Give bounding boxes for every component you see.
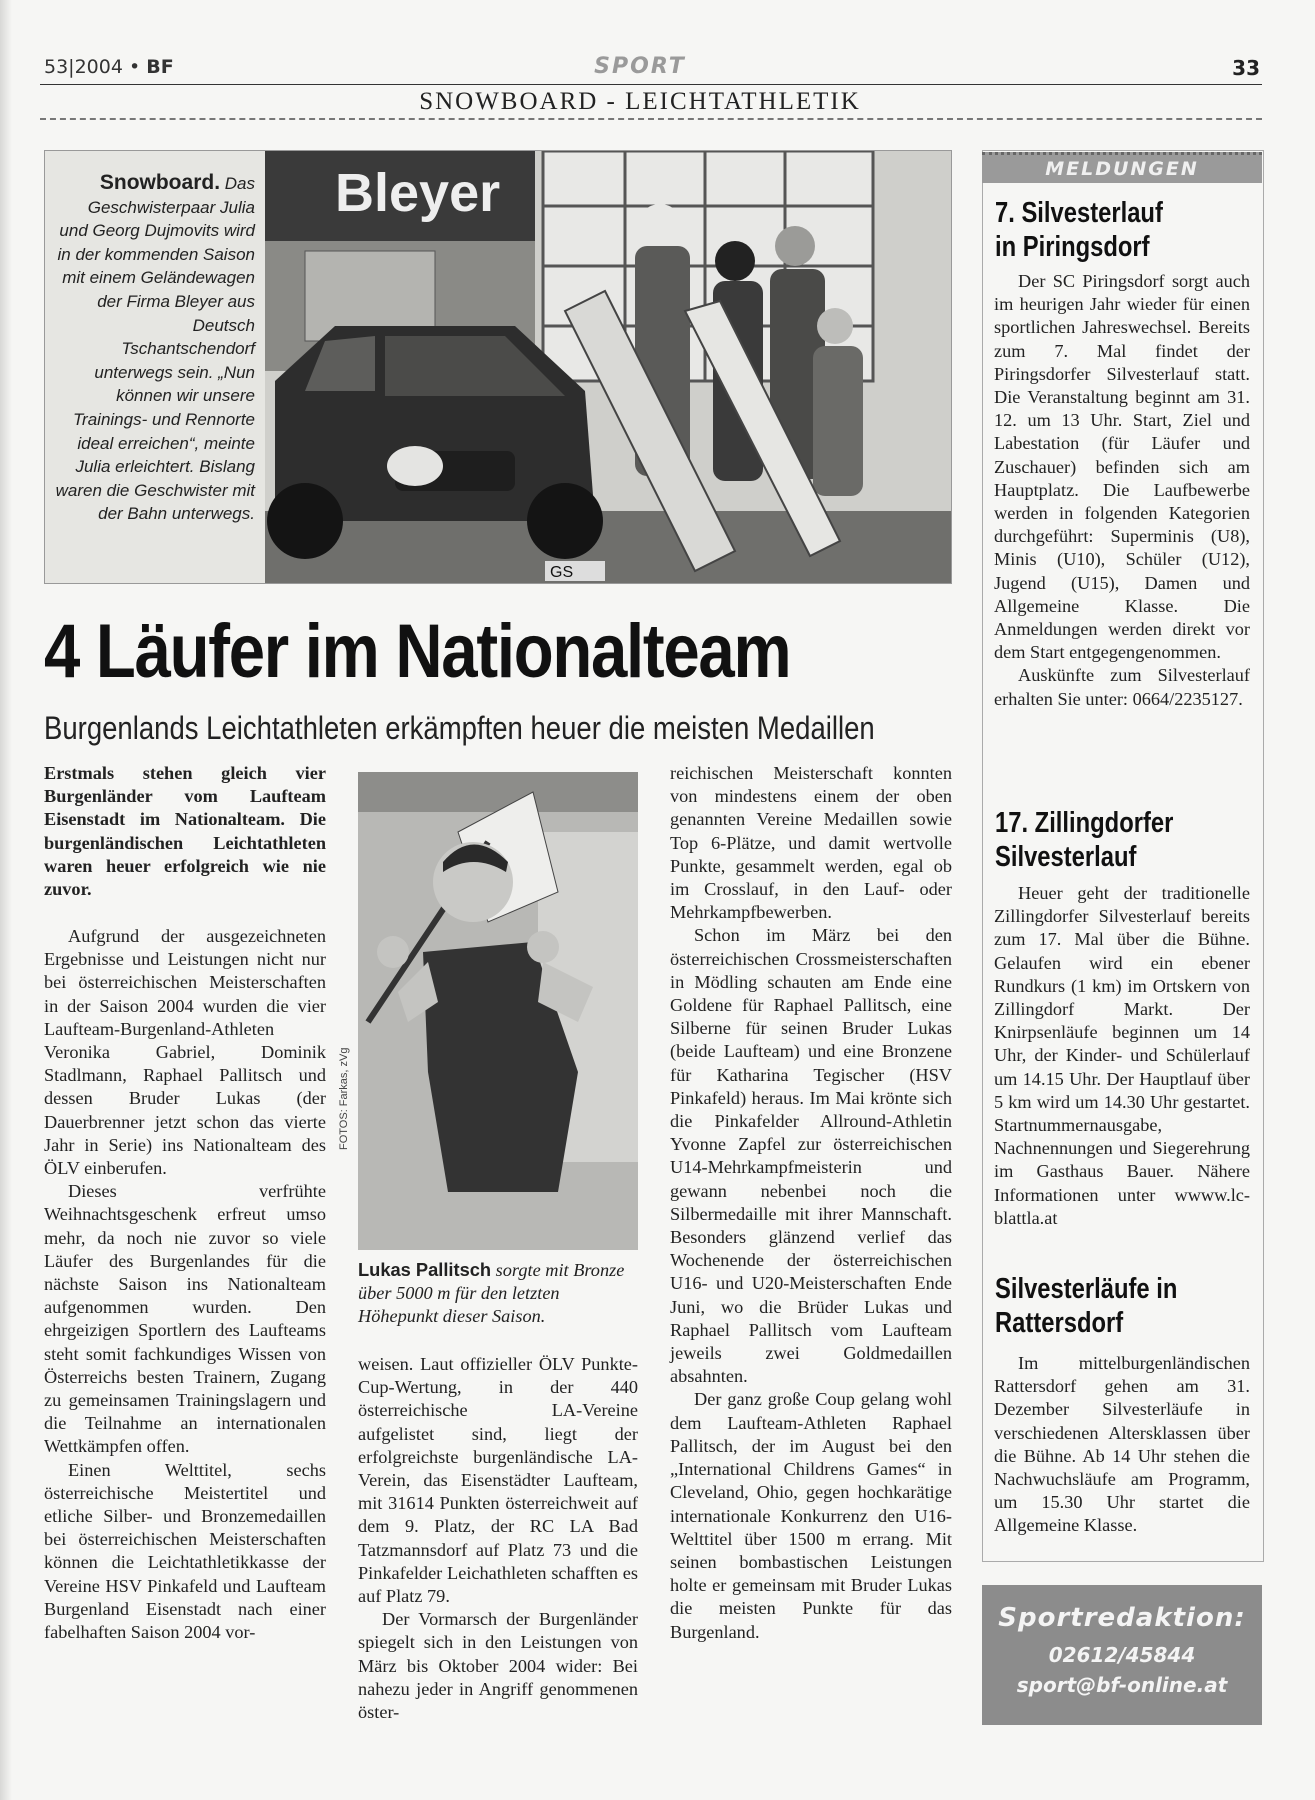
paragraph: Aufgrund der ausgezeichneten Ergebnisse und Leistungen nicht nur bei österreichischen Meisterschaften in der Saison 2004 wurden die vier Laufteam-Burgenland-Athleten Veronika Gabriel, Dominik Stadlmann, Raphael Pallitsch und dessen Bruder Lukas (der Dauerbrenner jetzt schon das vierte Jahr in Serie) ins Nationalteam des ÖLV einberufen.	[44, 926, 326, 1179]
dashed-divider	[40, 118, 1262, 120]
paragraph: Im mittelburgenländischen Rattersdorf gehen am 31. Dezember Silvesterläufe in verschiedenen Altersklassen über die Bühne. Ab 14 Uhr stehen die Nachwuchsläufe am Programm, um 15.30 Uhr startet die Allgemeine Klasse.	[994, 1353, 1250, 1536]
caption-body: Das Geschwisterpaar Julia und Georg Dujmovits wird in der kommenden Saison mit einem Geländewagen der Firma Bleyer aus Deutsch Tschantschendorf unterwegs sein. „Nun können wir unsere Trainings- und Rennorte ideal erreichen“, meinte Julia erleichtert. Bislang waren die Geschwister mit der Bahn unterwegs.	[55, 174, 255, 524]
paragraph: Auskünfte zum Silvesterlauf erhalten Sie unter: 0664/2235127.	[994, 665, 1250, 709]
issue-info	[44, 56, 174, 78]
paragraph: Einen Welttitel, sechs österreichische Meistertitel und etliche Silber- und Bronzemedaillen bei österreichischen Meisterschaften können die Leichtathletikkasse der Vereine HSV Pinkafeld und Laufteam Burgenland Eisenstadt nach einer fabelhaften Saison 2004 vor-	[44, 1459, 326, 1643]
article-column-2	[358, 1353, 638, 1724]
header-rule	[40, 84, 1262, 85]
sidebar-item-title	[995, 196, 1208, 264]
contact-phone[interactable]: 02612/45844	[1048, 1643, 1196, 1667]
athlete-photo	[358, 772, 638, 1250]
caption-name: Lukas Pallitsch	[358, 1259, 492, 1280]
title-line: 7. Silvesterlauf	[995, 197, 1163, 229]
photo-credit: FOTOS: Farkas, zVg	[338, 1047, 350, 1150]
paragraph: Schon im März bei den österreichischen Crossmeisterschaften in Mödling schauten am Ende eine Goldene für Raphael Pallitsch, eine Silberne für seinen Bruder Lukas (beide Laufteam) und eine Bronzene für Katharina Tegischer (HSV Pinkafeld) heraus. Im Mai krönte sich die Pinkafelder Allround-Athletin Yvonne Zapfel zur österreichischen U14-Mehrkampfmeisterin und gewann nebenbei noch die Silbermedaille mit ihrer Mannschaft. Besonders glänzend verlief das Wochenende der österreichischen U16- und U20-Meisterschaften Ende Juni, wo die Brüder Lukas und Raphael Pallitsch vom Laufteam jeweils zwei Goldmedaillen absahnten.	[670, 925, 952, 1387]
section-subtitle: SNOWBOARD - LEICHTATHLETIK	[419, 88, 861, 115]
bullet-separator: •	[128, 56, 141, 78]
paragraph: Dieses verfrühte Weihnachtsgeschenk erfreut umso mehr, da noch nie zuvor so viele Läufer des Burgenlandes für die nächste Saison ins Nationalteam aufgenommen wurden. Den ehrgeizigen Sportlern des Laufteams steht somit fachkundiges Wissen von Österreichs besten Trainern, Zugang zu gemeinsamen Trainingslagern und die Teilnahme an internationalen Wettkämpfen offen.	[44, 1181, 326, 1457]
sign-text: Bleyer	[335, 163, 501, 223]
sidebar-item-text	[994, 882, 1250, 1230]
paragraph: weisen. Laut offizieller ÖLV Punkte-Cup-Wertung, in der 440 österreichische LA-Vereine aufgelistet sind, liegt der erfolgreichste burgenländische LA-Verein, das Eisenstädter Laufteam, mit 31614 Punkten österreichweit auf dem 9. Platz, der RC LA Bad Tatzmannsdorf auf Platz 73 und die Pinkafelder Leichathleten schafften es auf Platz 79.	[358, 1354, 638, 1607]
sports-editorial-contact	[982, 1585, 1262, 1725]
title-line: Rattersdorf	[995, 1307, 1124, 1339]
photo-caption-box	[45, 151, 265, 583]
paper-name: BF	[146, 56, 174, 78]
article-column-1	[44, 925, 326, 1644]
article-intro: Erstmals stehen gleich vier Burgenländer vom Laufteam Eisenstadt im Nationalteam. Die burgenländischen Leichtathleten waren heuer erfolgreich wie nie zuvor.	[44, 763, 326, 900]
paragraph: Der SC Piringsdorf sorgt auch im heurigen Jahr wieder für einen sportlichen Jahreswechsel. Bereits zum 7. Mal findet der Piringsdorfer Silvesterlauf statt. Die Veranstaltung beginnt am 31. 12. um 13 Uhr. Start, Ziel und Labestation (für Läufer und Zuschauer) befinden sich am Hauptplatz. Die Laufbewerbe werden in folgenden Kategorien durchgeführt: Superminis (U8), Minis (U10), Schüler (U12), Jugend (U15), Damen und Allgemeine Klasse. Die Anmeldungen werden direkt vor dem Start entgegengenommen.	[994, 271, 1250, 663]
paragraph: Der Vormarsch der Burgenländer spiegelt sich in den Leistungen von März bis Oktober 2004 wider: Bei nahezu jeder in Angriff genommenen öster-	[358, 1609, 638, 1723]
sidebar-header: MELDUNGEN	[982, 152, 1262, 183]
article-column-3	[670, 762, 952, 1644]
sidebar-item-text	[994, 270, 1250, 711]
article-subheadline: Burgenlands Leichtathleten erkämpften heuer die meisten Medaillen	[44, 710, 875, 746]
page-edge-shadow	[0, 0, 12, 1800]
title-line: Silvesterlauf	[995, 841, 1137, 873]
paragraph: reichischen Meisterschaft konnten von mindestens einem der oben genannten Vereine Medaillen sowie Top 6-Plätze, und damit wertvolle Punkte, gesammelt werden, egal ob im Crosslauf, in den Lauf- oder Mehrkampfbewerben.	[670, 763, 952, 923]
paragraph: Der ganz große Coup gelang wohl dem Laufteam-Athleten Raphael Pallitsch, der im August bei den „International Childrens Games“ in Cleveland, Ohio, gegen hochkarätige internationale Konkurrenz den U16-Welttitel über 1500 m errang. Mit seinen bombastischen Leistungen holte er gemeinsam mit Bruder Lukas die meisten Punkte für das Burgenland.	[670, 1389, 952, 1642]
section-title: SPORT	[594, 54, 686, 79]
sidebar-item-title	[995, 806, 1208, 874]
caption-lead: Snowboard.	[99, 171, 221, 194]
sidebar-item-title	[995, 1272, 1208, 1340]
title-line: 17. Zillingdorfer	[995, 807, 1174, 839]
title-line: Silvesterläufe in	[995, 1273, 1178, 1305]
contact-email[interactable]: sport@bf-online.at	[1016, 1673, 1228, 1697]
page-number: 33	[1232, 56, 1260, 80]
issue-number: 53|2004	[44, 56, 123, 78]
dealership-scene	[265, 151, 951, 583]
article-headline: 4 Läufer im Nationalteam	[44, 609, 791, 694]
athlete-illustration	[358, 772, 638, 1250]
sidebar-item-text	[994, 1352, 1250, 1538]
snowboard-photo	[44, 150, 952, 584]
caption-body: sorgte mit Bronze über 5000 m für den letzten Höhepunkt dieser Saison.	[358, 1260, 625, 1327]
plate-text: GS	[550, 564, 574, 581]
title-line: in Piringsdorf	[995, 231, 1150, 263]
paragraph: Heuer geht der traditionelle Zillingdorfer Silvesterlauf bereits zum 17. Mal über die Bühne. Gelaufen wird ein ebener Rundkurs (1 km) im Ortskern von Zillingdorf Markt. Der Knirpsenläufe beginnen um 14 Uhr, der Kinder- und Schülerlauf um 14.15 Uhr. Der Hauptlauf über 5 km wird um 14.30 Uhr gestartet. Startnummernausgabe, Nachnennungen und Siegerehrung im Gasthaus Bauer. Nähere Informationen unter wwww.lc-blattla.at	[994, 883, 1250, 1228]
athlete-photo-caption	[358, 1258, 640, 1329]
photo-caption	[55, 171, 255, 526]
contact-title: Sportredaktion:	[998, 1603, 1246, 1633]
